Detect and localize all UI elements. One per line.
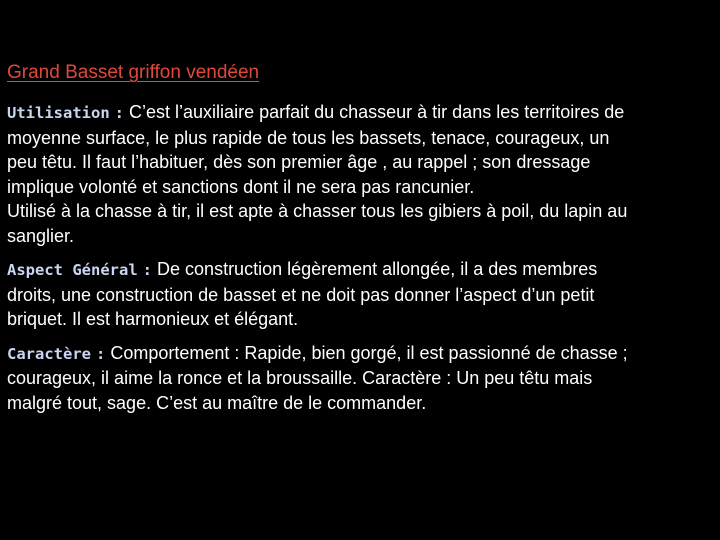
section-label: Utilisation bbox=[7, 104, 110, 122]
section-text: sanglier. bbox=[7, 225, 75, 246]
section-text: implique volonté et sanctions dont il ne sera pas rancunier. bbox=[7, 176, 475, 197]
section-text: Comportement : Rapide, bien gorgé, il est passionné de chasse ; bbox=[110, 342, 628, 363]
section-caractere bbox=[7, 341, 713, 416]
section-text: C’est l’auxiliaire parfait du chasseur à tir dans les territoires de bbox=[129, 102, 625, 122]
section-first-line bbox=[7, 257, 713, 283]
page-title: Grand Basset griffon vendéen bbox=[7, 62, 260, 83]
slide-content bbox=[7, 58, 713, 424]
section-text: briquet. Il est harmonieux et élégant. bbox=[7, 309, 299, 329]
section-text: malgré tout, sage. C’est au maître de le commander. bbox=[7, 392, 427, 413]
label-colon: : bbox=[142, 261, 153, 279]
section-aspect-general bbox=[7, 257, 713, 332]
label-colon: : bbox=[114, 104, 125, 122]
section-first-line bbox=[7, 100, 713, 126]
label-colon: : bbox=[96, 344, 106, 363]
section-text: Utilisé à la chasse à tir, il est apte à chasser tous les gibiers à poil, du lapin au bbox=[7, 201, 628, 221]
section-text: peu têtu. Il faut l’habituer, dès son premier âge , au rappel ; son dressage bbox=[7, 152, 591, 172]
section-utilisation bbox=[7, 100, 713, 248]
section-label: Caractère bbox=[7, 344, 91, 363]
section-text: De construction légèrement allongée, il a des membres bbox=[157, 259, 598, 279]
section-text: courageux, il aime la ronce et la broussaille. Caractère : Un peu têtu mais bbox=[7, 368, 593, 388]
section-label: Aspect Général bbox=[7, 261, 138, 279]
section-text: droits, une construction de basset et ne doit pas donner l’aspect d’un petit bbox=[7, 284, 595, 305]
section-first-line bbox=[7, 341, 713, 367]
section-text: moyenne surface, le plus rapide de tous les bassets, tenace, courageux, un bbox=[7, 127, 610, 148]
